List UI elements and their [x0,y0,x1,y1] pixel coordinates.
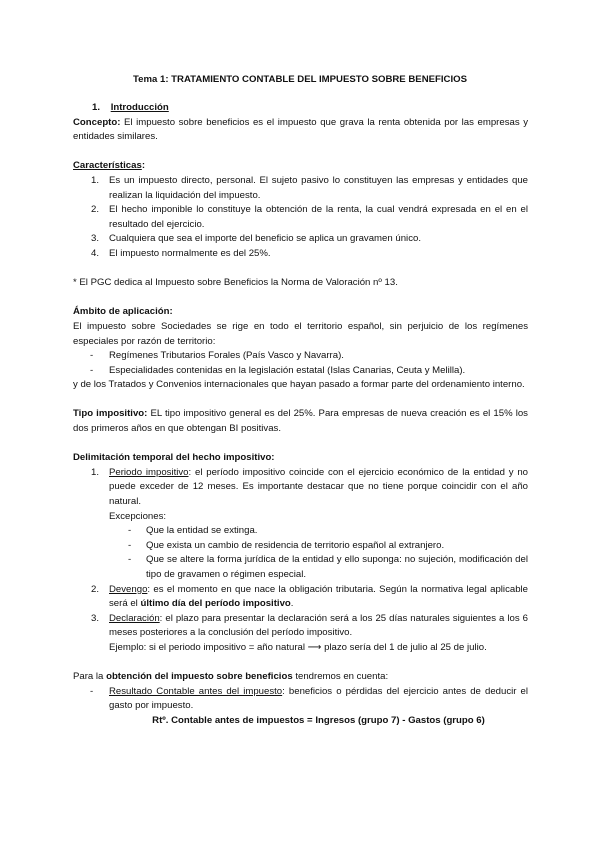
list-item-number: 2. [91,204,100,216]
delimitacion-heading: Delimitación temporal del hecho impositivo: [73,452,275,464]
page-title: Tema 1: TRATAMIENTO CONTABLE DEL IMPUESTO SOBRE BENEFICIOS [132,74,468,85]
section-heading-introduccion [73,101,528,116]
dash-bullet: - [90,364,94,376]
list-item-text: : el plazo para presentar la declaración será a los 25 días naturales siguientes a los 6 meses posteriores a la conclusión del período impositivo. [109,612,528,639]
tipo-text: EL tipo impositivo general es del 25%. Para empresas de nueva creación es el 15% los dos primeros años en que obtengan BI positivas. [73,408,528,435]
list-item-text: El impuesto normalmente es del 25%. [109,247,271,259]
list-item-text: : beneficios o pérdidas del ejercicio antes de deducir el gasto por impuesto. [109,685,528,712]
tipo-label: Tipo impositivo: [73,408,148,420]
list-item [73,247,528,262]
devengo-label: Devengo [109,583,148,595]
caracteristicas-heading [73,159,528,174]
list-item-text: Que exista un cambio de residencia de territorio español al extranjero. [146,539,445,551]
list-item-text: El hecho imponible lo constituye la obtención de la renta, la cual vendrá expresada en el en el resultado del ejercicio. [109,204,528,230]
list-item [73,553,528,582]
list-item-text: Es un impuesto directo, personal. El sujeto pasivo lo constituyen las empresas y entidades que realizan la liquidación del impuesto. [109,174,528,201]
list-item [73,466,528,510]
concepto-text: El impuesto sobre beneficios es el impuesto que grava la renta obtenida por las empresas y entidades similares. [73,116,528,143]
document-body [73,101,528,729]
concepto-paragraph [73,116,528,145]
ambito-heading: Ámbito de aplicación: [73,306,173,318]
list-item-number: 1. [91,466,100,478]
dash-bullet: - [90,685,94,697]
obtencion-paragraph [73,670,528,685]
caracteristicas-heading-text: Características [73,160,142,172]
list-item-number: 2. [91,583,100,595]
list-item-number: 3. [91,612,100,624]
list-item-number: 4. [91,247,100,259]
excepciones-label: Excepciones: [109,510,167,522]
periodo-label: Periodo impositivo [109,466,189,478]
dash-bullet: - [90,350,94,362]
dash-bullet: - [128,539,132,551]
list-item-text: Que se altere la forma jurídica de la entidad y ello suponga: no sujeción, modificación del tipo de gravamen o régimen especial. [146,554,528,580]
caracteristicas-colon: : [141,160,146,172]
ejemplo-text: Ejemplo: si el periodo impositivo = año natural ⟶ plazo sería del 1 de julio al 25 de julio. [109,641,487,653]
list-item-text: : el período impositivo coincide con el ejercicio económico de la entidad y no puede exceder de 12 meses. Es importante destacar que no tiene porque coincidir con el año natural. [109,466,528,508]
obtencion-bold: obtención del impuesto sobre beneficios [106,671,293,683]
devengo-bold: último día del período impositivo [140,598,291,610]
pgc-note: * El PGC dedica al Impuesto sobre Beneficios la Norma de Valoración nº 13. [73,277,398,289]
list-item [73,524,528,539]
formula: Rtº. Contable antes de impuestos = Ingresos (grupo 7) - Gastos (grupo 6) [152,714,485,726]
caracteristicas-list [73,174,528,262]
list-item [73,364,528,379]
list-item [73,583,528,612]
concepto-label: Concepto: [73,116,121,128]
list-item [73,612,528,641]
resultado-label: Resultado Contable antes del impuesto [109,685,283,697]
list-item [73,174,528,203]
list-item-text: : es el momento en que nace la obligación tributaria. Según la normativa legal aplicable será el [109,583,528,610]
tipo-paragraph [73,407,528,436]
obtencion-post: tendremos en cuenta: [292,671,389,683]
list-item [73,203,528,232]
list-item-text: Cualquiera que sea el importe del beneficio se aplica un gravamen único. [109,233,421,245]
list-item-text: Que la entidad se extinga. [146,525,258,537]
list-item-text: Regímenes Tributarios Forales (País Vasco y Navarra). [109,350,344,362]
ambito-closing: y de los Tratados y Convenios internacionales que hayan pasado a formar parte del ordenamiento interno. [73,379,525,391]
list-item [73,685,528,714]
declaracion-label: Declaración [109,612,160,624]
list-item [73,539,528,554]
section-number: 1. [92,102,101,113]
devengo-end: . [290,598,294,610]
list-item-number: 1. [91,174,100,186]
list-item-text: Especialidades contenidas en la legislación estatal (Islas Canarias, Ceuta y Melilla). [109,364,466,376]
list-item [73,232,528,247]
section-title: Introducción [110,102,169,113]
list-item-number: 3. [91,233,100,245]
dash-bullet: - [128,525,132,537]
obtencion-pre: Para la [73,671,107,683]
ambito-text: El impuesto sobre Sociedades se rige en todo el territorio español, sin perjuicio de los regímenes especiales por razón de territorio: [73,320,528,347]
list-item [73,349,528,364]
dash-bullet: - [128,554,132,566]
